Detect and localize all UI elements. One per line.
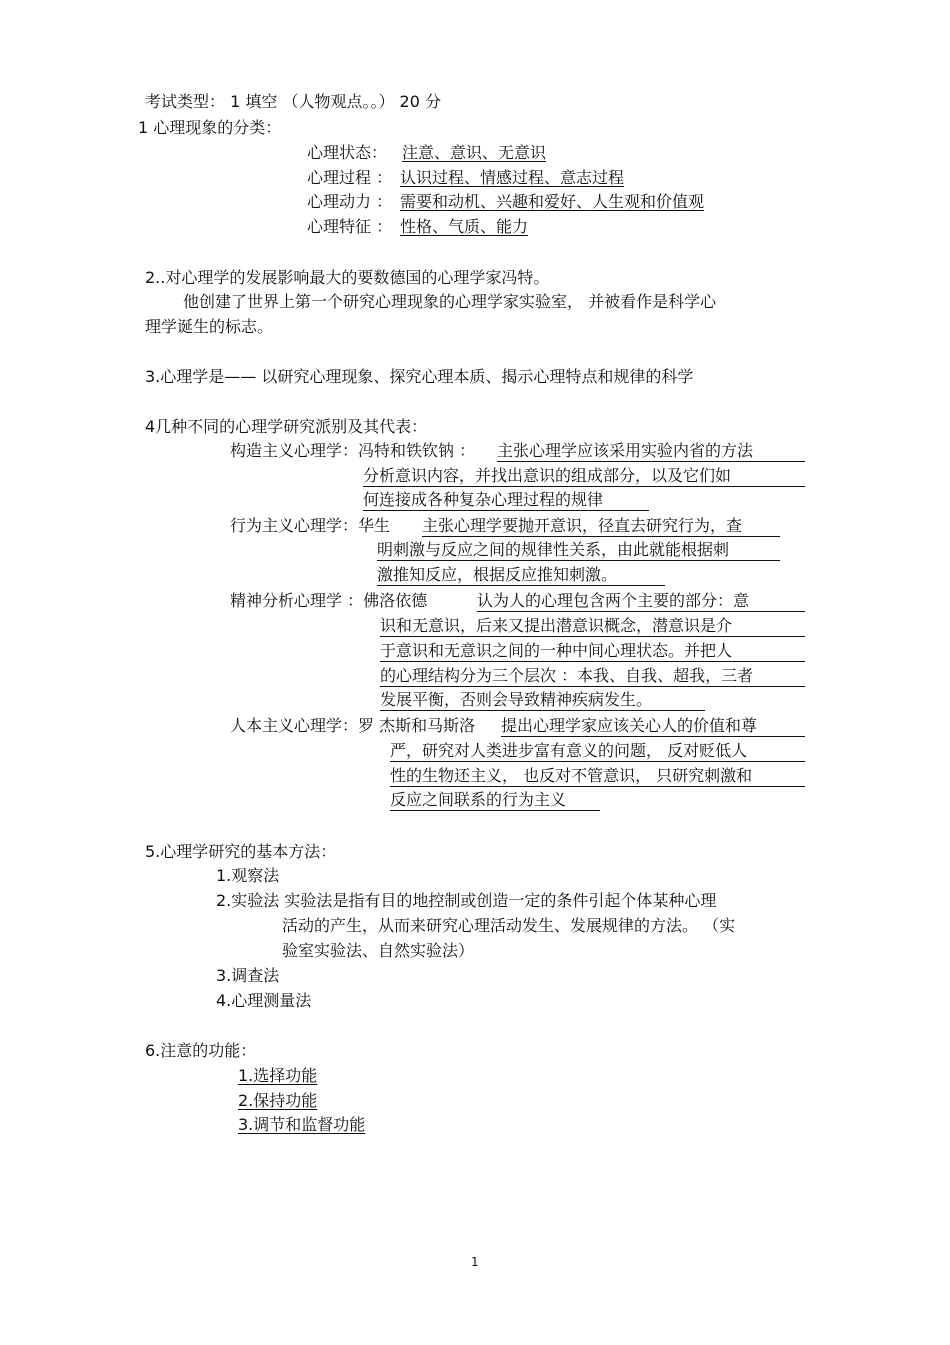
row-value: 需要和动机、兴趣和爱好、人生观和价值观 <box>400 192 705 211</box>
underline <box>380 661 805 662</box>
underline <box>380 686 805 687</box>
row-value: 认识过程、情感过程、意志过程 <box>400 168 625 187</box>
school-description: 性的生物还主义， 也反对不管意识， 只研究刺激和 <box>390 766 753 785</box>
function-item: 1.选择功能 <box>238 1066 318 1085</box>
row-label: 心理动力 ： <box>307 192 393 211</box>
section-1-title: 1 心理现象的分类： <box>138 118 282 137</box>
school-label: 人本主义心理学：罗 杰斯和马斯洛 <box>230 716 476 735</box>
school-label: 行为主义心理学：华生 <box>230 516 391 535</box>
section-3-line: 3.心理学是—— 以研究心理现象、探究心理本质、揭示心理特点和规律的科学 <box>145 367 694 386</box>
school-description: 严，研究对人类进步富有意义的问题， 反对贬低人 <box>390 741 748 760</box>
school-label: 构造主义心理学：冯特和铁钦钠 ： <box>230 441 476 460</box>
row-value: 注意、意识、无意识 <box>402 143 547 162</box>
exam-type-line: 考试类型： 1 填空 （人物观点。。） 20 分 <box>145 92 441 111</box>
school-description: 的心理结构分为三个层次 ：本我、自我、超我，三者 <box>380 666 754 685</box>
section-2-line-2: 他创建了世界上第一个研究心理现象的心理学家实验室， 并被看作是科学心 <box>183 292 717 311</box>
underline <box>363 486 805 487</box>
underline <box>363 510 649 511</box>
school-description: 激推知反应，根据反应推知刺激。 <box>377 565 618 584</box>
function-item: 3.调节和监督功能 <box>238 1115 366 1134</box>
row-label: 心理特征 ： <box>307 217 393 236</box>
school-description: 识和无意识，后来又提出潜意识概念，潜意识是介 <box>380 616 733 635</box>
school-description: 发展平衡，否则会导致精神疾病发生。 <box>380 690 653 709</box>
underline <box>390 786 805 787</box>
school-description: 主张心理学要抛开意识，径直去研究行为，查 <box>422 516 743 535</box>
school-description: 反应之间联系的行为主义 <box>390 790 567 809</box>
school-description: 于意识和无意识之间的一种中间心理状态。并把人 <box>380 641 733 660</box>
school-description: 分析意识内容，并找出意识的组成部分，以及它们如 <box>363 466 732 485</box>
school-description: 明刺激与反应之间的规律性关系，由此就能根据刺 <box>377 540 730 559</box>
row-label: 心理状态： <box>307 143 388 162</box>
school-description: 提出心理学家应该关心人的价值和尊 <box>501 716 758 735</box>
section-5-title: 5.心理学研究的基本方法： <box>145 842 337 861</box>
row-value: 性格、气质、能力 <box>400 217 529 236</box>
school-label: 精神分析心理学 ：佛洛依德 <box>230 591 428 610</box>
section-4-title: 4几种不同的心理学研究派别及其代表： <box>145 417 428 436</box>
method-description: 活动的产生，从而来研究心理活动发生、发展规律的方法。 （实 <box>282 916 736 935</box>
section-2-line-3: 理学诞生的标志。 <box>145 317 274 336</box>
function-item: 2.保持功能 <box>238 1091 318 1110</box>
method-item: 4.心理测量法 <box>216 991 312 1010</box>
page-number: 1 <box>471 1255 479 1269</box>
method-description: 验室实验法、自然实验法） <box>282 941 475 960</box>
method-item: 3.调查法 <box>216 966 280 985</box>
school-description: 何连接成各种复杂心理过程的规律 <box>363 490 604 509</box>
school-description: 认为人的心理包含两个主要的部分：意 <box>477 591 750 610</box>
school-description: 主张心理学应该采用实验内省的方法 <box>497 441 754 460</box>
section-6-title: 6.注意的功能： <box>145 1041 257 1060</box>
underline <box>422 536 780 537</box>
underline <box>380 636 805 637</box>
underline <box>477 611 805 612</box>
underline <box>497 461 805 462</box>
underline <box>390 810 600 811</box>
method-item: 1.观察法 <box>216 866 280 885</box>
row-label: 心理过程 ： <box>307 168 393 187</box>
underline <box>390 761 805 762</box>
method-item: 2.实验法 实验法是指有目的地控制或创造一定的条件引起个体某种心理 <box>216 891 717 910</box>
underline <box>377 560 780 561</box>
underline <box>377 585 665 586</box>
underline <box>380 710 705 711</box>
section-2-line-1: 2..对心理学的发展影响最大的要数德国的心理学家冯特。 <box>145 268 550 287</box>
underline <box>501 736 805 737</box>
